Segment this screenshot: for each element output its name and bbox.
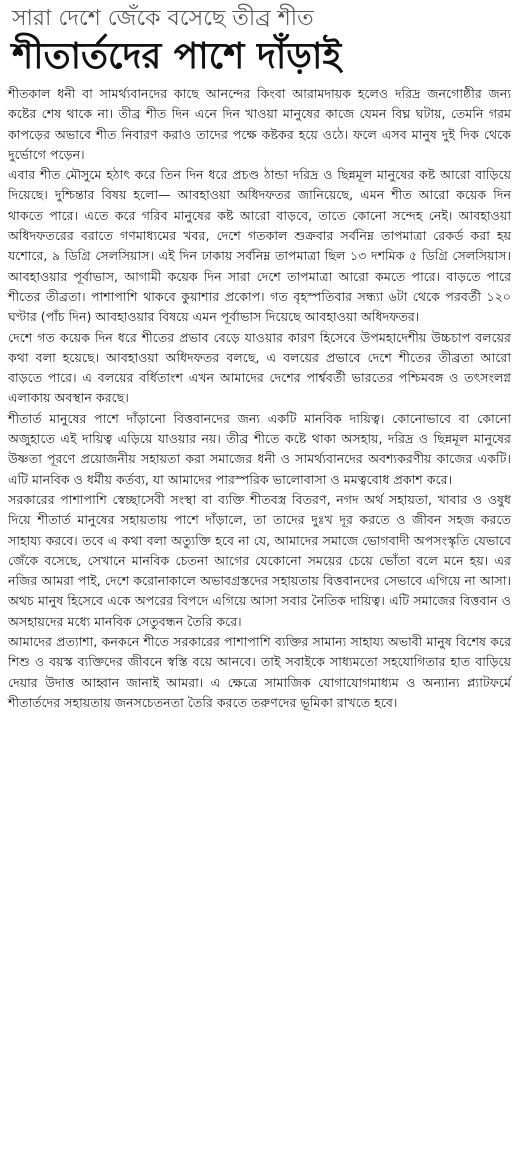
paragraph-1: শীতকাল ধনী বা সামর্থ্যবানদের কাছে আনন্দের কিংবা আরামদায়ক হলেও দরিদ্র জনগোষ্ঠীর জন্য কষ্টের শেষ থাকে না। তীব্র শীত দিন এনে দিন খাওয়া মানুষের কাজে যেমন বিঘ্ন ঘটায়, তেমনি গরম কাপড়ের অভাবে শীত নিবারণ করাও তাদের পক্ষে কষ্টকর হয়ে ওঠে। ফলে এসব মানুষ দুই দিক থেকে দুর্ভোগে পড়েন।	[8, 86, 511, 162]
kicker-subtitle: সারা দেশে জেঁকে বসেছে তীব্র শীত	[12, 6, 314, 31]
article-body	[8, 84, 511, 713]
paragraph-2: এবার শীত মৌসুমে হঠাৎ করে তিন দিন ধরে প্রচণ্ড ঠান্ডা দরিদ্র ও ছিন্নমূল মানুষের কষ্ট আরো বাড়িয়ে দিয়েছে। দুশ্চিন্তার বিষয় হলো— আবহাওয়া অধিদফতর জানিয়েছে, এমন শীত আরো কয়েক দিন থাকতে পারে। এতে করে গরিব মানুষের কষ্ট আরো বাড়বে, তাতে কোনো সন্দেহ নেই। আবহাওয়া অধিদফতরের বরাতে গণমাধ্যমের খবর, দেশে গতকাল শুক্রবার সর্বনিম্ন তাপমাত্রা রেকর্ড করা হয় যশোরে, ৯ ডিগ্রি সেলসিয়াস। এই দিন ঢাকায় সর্বনিম্ন তাপমাত্রা ছিল ১৩ দশমিক ৫ ডিগ্রি সেলসিয়াস। আবহাওয়ার পূর্বাভাস, আগামী কয়েক দিন সারা দেশে তাপমাত্রা আরো কমতে পারে। বাড়তে পারে শীতের তীব্রতা। পাশাপাশি থাকবে কুয়াশার প্রকোপ। গত বৃহস্পতিবার সন্ধ্যা ৬টা থেকে পরবর্তী ১২০ ঘণ্টার (পাঁচ দিন) আবহাওয়ার বিষয়ে এমন পূর্বাভাস দিয়েছে আবহাওয়া অধিদফতর।	[8, 167, 511, 325]
paragraph-4: শীতার্ত মানুষের পাশে দাঁড়ানো বিত্তবানদের জন্য একটি মানবিক দায়িত্ব। কোনোভাবে বা কোনো অজুহাতে এই দায়িত্ব এড়িয়ে যাওয়ার নয়। তীব্র শীতে কষ্টে থাকা অসহায়, দরিদ্র ও ছিন্নমূল মানুষের উষ্ণতা পূরণে প্রয়োজনীয় সহায়তা করা সমাজের ধনী ও সামর্থ্যবানদের অবশ্যকরণীয় কাজের একটি। এটি মানবিক ও ধর্মীয় কর্তব্য, যা আমাদের পারস্পরিক ভালোবাসা ও মমত্ববোধ প্রকাশ করে।	[8, 410, 511, 487]
headline: শীতার্তদের পাশে দাঁড়াই	[12, 36, 342, 77]
paragraph-3: দেশে গত কয়েক দিন ধরে শীতের প্রভাব বেড়ে যাওয়ার কারণ হিসেবে উপমহাদেশীয় উচ্চচাপ বলয়ের কথা বলা হয়েছে। আবহাওয়া অধিদফতর বলছে, এ বলয়ের প্রভাবে দেশে শীতের তীব্রতা আরো বাড়তে পারে। এ বলয়ের বর্ধিতাংশ এখন আমাদের দেশের পার্শ্ববর্তী ভারতের পশ্চিমবঙ্গ ও তৎসংলগ্ন এলাকায় অবস্থান করছে।	[8, 329, 511, 406]
paragraph-5: সরকারের পাশাপাশি স্বেচ্ছাসেবী সংস্থা বা ব্যক্তি শীতবস্ত্র বিতরণ, নগদ অর্থ সহায়তা, খাবার ও ওষুধ দিয়ে শীতার্ত মানুষের সহায়তায় পাশে দাঁড়ালে, তা তাদের দুঃখ দূর করতে ও জীবন সহজ করতে সাহায্য করবে। তবে এ কথা বলা অত্যুক্তি হবে না যে, আমাদের সমাজে ভোগবাদী অপসংস্কৃতি যেভাবে জেঁকে বসেছে, সেখানে মানবিক চেতনা আগের যেকোনো সময়ের চেয়ে ভোঁতা বলে মনে হয়। এর নজির আমরা পাই, দেশে করোনাকালে অভাবগ্রস্তদের সহায়তায় বিত্তবানদের সেভাবে এগিয়ে না আসা। অথচ মানুষ হিসেবে একে অপরের বিপদে এগিয়ে আসা সবার নৈতিক দায়িত্ব। এটি সমাজের বিত্তবান ও অসহায়দের মধ্যে মানবিক সেতুবন্ধন তৈরি করে।	[8, 491, 511, 629]
paragraph-6: আমাদের প্রত্যাশা, কনকনে শীতে সরকারের পাশাপাশি ব্যক্তির সামান্য সাহায্য অভাবী মানুষ বিশেষ করে শিশু ও বয়স্ক ব্যক্তিদের জীবনে স্বস্তি বয়ে আনবে। তাই সবাইকে সাধ্যমতো সহযোগিতার হাত বাড়িয়ে দেয়ার উদাত্ত আহ্বান জানাই আমরা। এ ক্ষেত্রে সামাজিক যোগাযোগমাধ্যম ও অন্যান্য প্ল্যাটফর্মে শীতার্তদের সহায়তায় জনসচেতনতা তৈরি করতে তরুণদের ভূমিকা রাখতে হবে।	[8, 634, 511, 710]
